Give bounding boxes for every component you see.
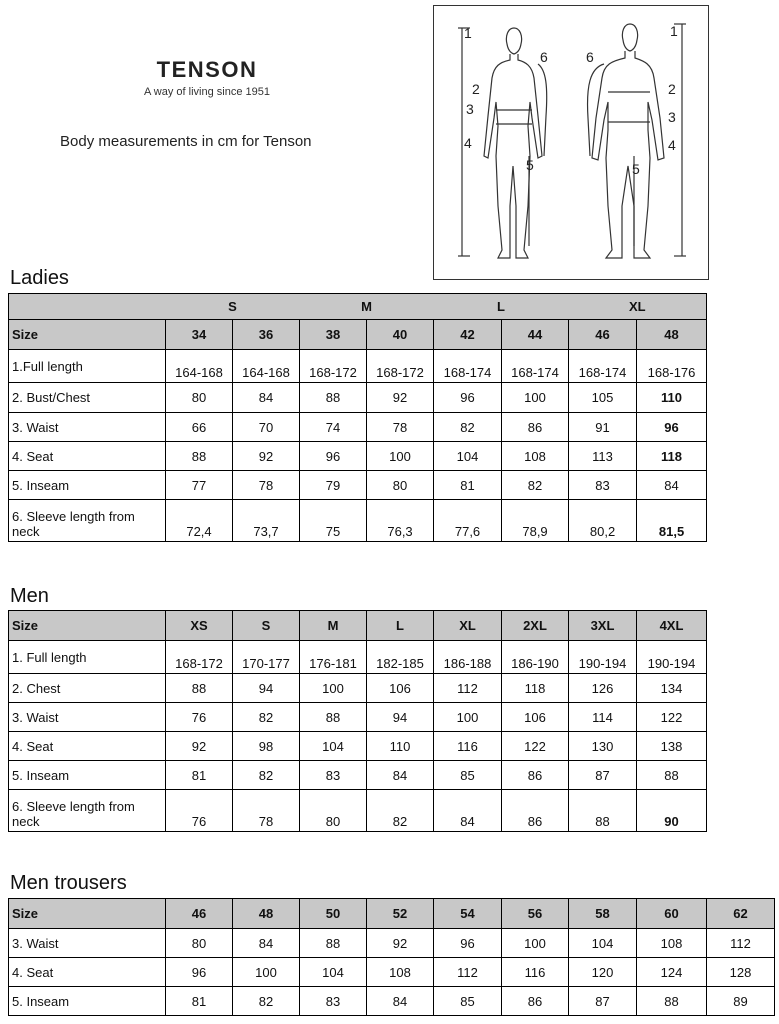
table-cell: 104 — [300, 958, 367, 987]
row-label: 3. Waist — [9, 413, 166, 442]
table-cell: 164-168 — [233, 350, 300, 383]
table-cell: 86 — [502, 790, 569, 832]
size-cell: 44 — [502, 320, 569, 350]
size-cell: 58 — [569, 899, 637, 929]
figure-label-5-right: 5 — [632, 161, 640, 177]
table-row — [9, 929, 775, 958]
table-cell: 114 — [569, 703, 637, 732]
page-subtitle: Body measurements in cm for Tenson — [60, 133, 312, 150]
size-cell: 2XL — [502, 611, 569, 641]
row-label: 3. Waist — [9, 703, 166, 732]
men-table — [8, 610, 707, 832]
table-row — [9, 641, 707, 674]
row-label: 5. Inseam — [9, 471, 166, 500]
table-cell: 168-176 — [637, 350, 707, 383]
table-cell: 80,2 — [569, 500, 637, 542]
ladies-group-blank — [9, 294, 166, 320]
table-cell: 96 — [166, 958, 233, 987]
table-cell: 168-172 — [300, 350, 367, 383]
table-cell: 88 — [637, 761, 707, 790]
table-cell: 82 — [233, 761, 300, 790]
table-cell: 83 — [300, 761, 367, 790]
ladies-group-l: L — [434, 294, 569, 320]
table-cell: 134 — [637, 674, 707, 703]
size-cell: XL — [434, 611, 502, 641]
table-cell: 81 — [166, 761, 233, 790]
table-cell: 77 — [166, 471, 233, 500]
table-cell: 84 — [233, 929, 300, 958]
table-cell: 164-168 — [166, 350, 233, 383]
table-cell: 110 — [637, 383, 707, 413]
men-title: Men — [10, 585, 49, 607]
row-label: 1.Full length — [9, 350, 166, 383]
table-cell: 130 — [569, 732, 637, 761]
size-cell: 62 — [707, 899, 775, 929]
figure-label-3-left: 3 — [466, 101, 474, 117]
table-cell: 104 — [434, 442, 502, 471]
table-cell: 87 — [569, 987, 637, 1016]
table-cell: 168-172 — [166, 641, 233, 674]
table-cell: 86 — [502, 987, 569, 1016]
table-cell: 126 — [569, 674, 637, 703]
size-cell: 36 — [233, 320, 300, 350]
table-cell: 86 — [502, 761, 569, 790]
table-cell: 78 — [367, 413, 434, 442]
row-label — [9, 790, 166, 832]
table-row — [9, 500, 707, 542]
table-cell: 70 — [233, 413, 300, 442]
table-cell: 92 — [233, 442, 300, 471]
row-label: 4. Seat — [9, 958, 166, 987]
table-cell: 80 — [166, 929, 233, 958]
size-cell: 38 — [300, 320, 367, 350]
table-cell: 82 — [502, 471, 569, 500]
size-cell: 46 — [569, 320, 637, 350]
table-cell: 79 — [300, 471, 367, 500]
table-cell: 105 — [569, 383, 637, 413]
size-cell: 3XL — [569, 611, 637, 641]
table-cell: 190-194 — [637, 641, 707, 674]
table-cell: 81,5 — [637, 500, 707, 542]
table-cell: 84 — [233, 383, 300, 413]
table-cell: 76 — [166, 790, 233, 832]
table-cell: 90 — [637, 790, 707, 832]
ladies-group-s: S — [166, 294, 300, 320]
table-cell: 84 — [637, 471, 707, 500]
body-figures-illustration — [434, 6, 710, 281]
figure-label-3-right: 3 — [668, 109, 676, 125]
table-row — [9, 471, 707, 500]
row-label: 5. Inseam — [9, 987, 166, 1016]
table-cell: 80 — [300, 790, 367, 832]
body-measurement-diagram — [433, 5, 709, 280]
row-label-line-1: 6. Sleeve length from — [12, 799, 135, 814]
table-cell: 82 — [233, 703, 300, 732]
table-cell: 118 — [637, 442, 707, 471]
table-cell: 113 — [569, 442, 637, 471]
table-cell: 86 — [502, 413, 569, 442]
table-cell: 168-172 — [367, 350, 434, 383]
table-cell: 170-177 — [233, 641, 300, 674]
table-cell: 72,4 — [166, 500, 233, 542]
table-cell: 124 — [637, 958, 707, 987]
table-cell: 110 — [367, 732, 434, 761]
table-cell: 78 — [233, 471, 300, 500]
table-cell: 168-174 — [434, 350, 502, 383]
table-cell: 100 — [502, 929, 569, 958]
table-cell: 84 — [367, 987, 434, 1016]
row-label: 5. Inseam — [9, 761, 166, 790]
trousers-table — [8, 898, 775, 1016]
figure-label-4-right: 4 — [668, 137, 676, 153]
table-cell: 88 — [569, 790, 637, 832]
table-cell: 85 — [434, 987, 502, 1016]
row-label-line-1: 6. Sleeve length from — [12, 509, 135, 524]
table-cell: 100 — [233, 958, 300, 987]
table-cell: 76,3 — [367, 500, 434, 542]
size-cell: 40 — [367, 320, 434, 350]
ladies-table — [8, 293, 707, 542]
table-cell: 96 — [300, 442, 367, 471]
table-cell: 122 — [637, 703, 707, 732]
table-row — [9, 674, 707, 703]
row-label: 4. Seat — [9, 442, 166, 471]
figure-label-1-left: 1 — [464, 25, 472, 41]
size-cell: 4XL — [637, 611, 707, 641]
table-row — [9, 383, 707, 413]
table-cell: 78 — [233, 790, 300, 832]
table-cell: 88 — [166, 674, 233, 703]
brand-name: TENSON — [156, 57, 258, 82]
table-cell: 122 — [502, 732, 569, 761]
table-cell: 106 — [367, 674, 434, 703]
size-label: Size — [9, 320, 166, 350]
table-cell: 168-174 — [569, 350, 637, 383]
table-row — [9, 790, 707, 832]
table-cell: 83 — [300, 987, 367, 1016]
table-cell: 76 — [166, 703, 233, 732]
size-label: Size — [9, 899, 166, 929]
trousers-size-row — [9, 899, 775, 929]
table-cell: 96 — [637, 413, 707, 442]
size-cell: XS — [166, 611, 233, 641]
table-cell: 84 — [434, 790, 502, 832]
size-cell: 60 — [637, 899, 707, 929]
size-cell: M — [300, 611, 367, 641]
table-cell: 108 — [367, 958, 434, 987]
table-cell: 82 — [367, 790, 434, 832]
table-cell: 77,6 — [434, 500, 502, 542]
table-cell: 100 — [300, 674, 367, 703]
table-cell: 88 — [300, 383, 367, 413]
row-label: 3. Waist — [9, 929, 166, 958]
table-cell: 83 — [569, 471, 637, 500]
size-cell: S — [233, 611, 300, 641]
table-cell: 112 — [707, 929, 775, 958]
size-label: Size — [9, 611, 166, 641]
figure-label-4-left: 4 — [464, 135, 472, 151]
table-cell: 100 — [434, 703, 502, 732]
size-cell: 46 — [166, 899, 233, 929]
size-cell: L — [367, 611, 434, 641]
trousers-title: Men trousers — [10, 872, 127, 894]
row-label-line-2: neck — [12, 524, 40, 539]
table-row — [9, 987, 775, 1016]
figure-label-5-left: 5 — [526, 157, 534, 173]
table-cell: 80 — [367, 471, 434, 500]
size-cell: 48 — [233, 899, 300, 929]
table-cell: 176-181 — [300, 641, 367, 674]
row-label: 2. Chest — [9, 674, 166, 703]
size-cell: 48 — [637, 320, 707, 350]
table-cell: 89 — [707, 987, 775, 1016]
row-label: 1. Full length — [9, 641, 166, 674]
table-cell: 168-174 — [502, 350, 569, 383]
brand-tagline: A way of living since 1951 — [144, 86, 270, 98]
table-cell: 92 — [367, 383, 434, 413]
table-cell: 66 — [166, 413, 233, 442]
table-cell: 128 — [707, 958, 775, 987]
ladies-title: Ladies — [10, 267, 69, 289]
figure-label-6-right: 6 — [586, 49, 594, 65]
table-cell: 186-190 — [502, 641, 569, 674]
ladies-group-xl: XL — [569, 294, 707, 320]
table-cell: 96 — [434, 383, 502, 413]
men-size-row — [9, 611, 707, 641]
table-row — [9, 350, 707, 383]
table-cell: 104 — [300, 732, 367, 761]
figure-label-2-right: 2 — [668, 81, 676, 97]
table-row — [9, 413, 707, 442]
table-row — [9, 442, 707, 471]
table-cell: 116 — [502, 958, 569, 987]
table-cell: 74 — [300, 413, 367, 442]
size-cell: 56 — [502, 899, 569, 929]
table-cell: 88 — [300, 929, 367, 958]
table-cell: 92 — [166, 732, 233, 761]
table-cell: 98 — [233, 732, 300, 761]
table-row — [9, 761, 707, 790]
table-cell: 82 — [233, 987, 300, 1016]
table-cell: 88 — [300, 703, 367, 732]
table-cell: 96 — [434, 929, 502, 958]
figure-label-2-left: 2 — [472, 81, 480, 97]
size-cell: 50 — [300, 899, 367, 929]
brand-logo — [134, 58, 280, 98]
size-cell: 42 — [434, 320, 502, 350]
table-cell: 138 — [637, 732, 707, 761]
table-cell: 73,7 — [233, 500, 300, 542]
table-cell: 80 — [166, 383, 233, 413]
row-label: 2. Bust/Chest — [9, 383, 166, 413]
figure-label-1-right: 1 — [670, 23, 678, 39]
table-cell: 104 — [569, 929, 637, 958]
table-cell: 81 — [434, 471, 502, 500]
table-row — [9, 732, 707, 761]
size-cell: 34 — [166, 320, 233, 350]
table-cell: 108 — [502, 442, 569, 471]
table-cell: 100 — [502, 383, 569, 413]
table-cell: 94 — [233, 674, 300, 703]
ladies-size-row — [9, 320, 707, 350]
table-cell: 112 — [434, 674, 502, 703]
table-cell: 190-194 — [569, 641, 637, 674]
ladies-group-row — [9, 294, 707, 320]
row-label: 4. Seat — [9, 732, 166, 761]
table-cell: 91 — [569, 413, 637, 442]
table-cell: 87 — [569, 761, 637, 790]
size-cell: 52 — [367, 899, 434, 929]
table-cell: 106 — [502, 703, 569, 732]
table-cell: 85 — [434, 761, 502, 790]
table-row — [9, 703, 707, 732]
table-cell: 88 — [166, 442, 233, 471]
table-cell: 75 — [300, 500, 367, 542]
table-cell: 92 — [367, 929, 434, 958]
table-cell: 120 — [569, 958, 637, 987]
table-row — [9, 958, 775, 987]
table-cell: 84 — [367, 761, 434, 790]
table-cell: 88 — [637, 987, 707, 1016]
figure-label-6-left: 6 — [540, 49, 548, 65]
table-cell: 94 — [367, 703, 434, 732]
table-cell: 112 — [434, 958, 502, 987]
table-cell: 116 — [434, 732, 502, 761]
table-cell: 82 — [434, 413, 502, 442]
table-cell: 108 — [637, 929, 707, 958]
row-label-line-2: neck — [12, 814, 40, 829]
table-cell: 81 — [166, 987, 233, 1016]
table-cell: 186-188 — [434, 641, 502, 674]
ladies-group-m: M — [300, 294, 434, 320]
table-cell: 182-185 — [367, 641, 434, 674]
table-cell: 100 — [367, 442, 434, 471]
row-label — [9, 500, 166, 542]
table-cell: 78,9 — [502, 500, 569, 542]
table-cell: 118 — [502, 674, 569, 703]
size-cell: 54 — [434, 899, 502, 929]
